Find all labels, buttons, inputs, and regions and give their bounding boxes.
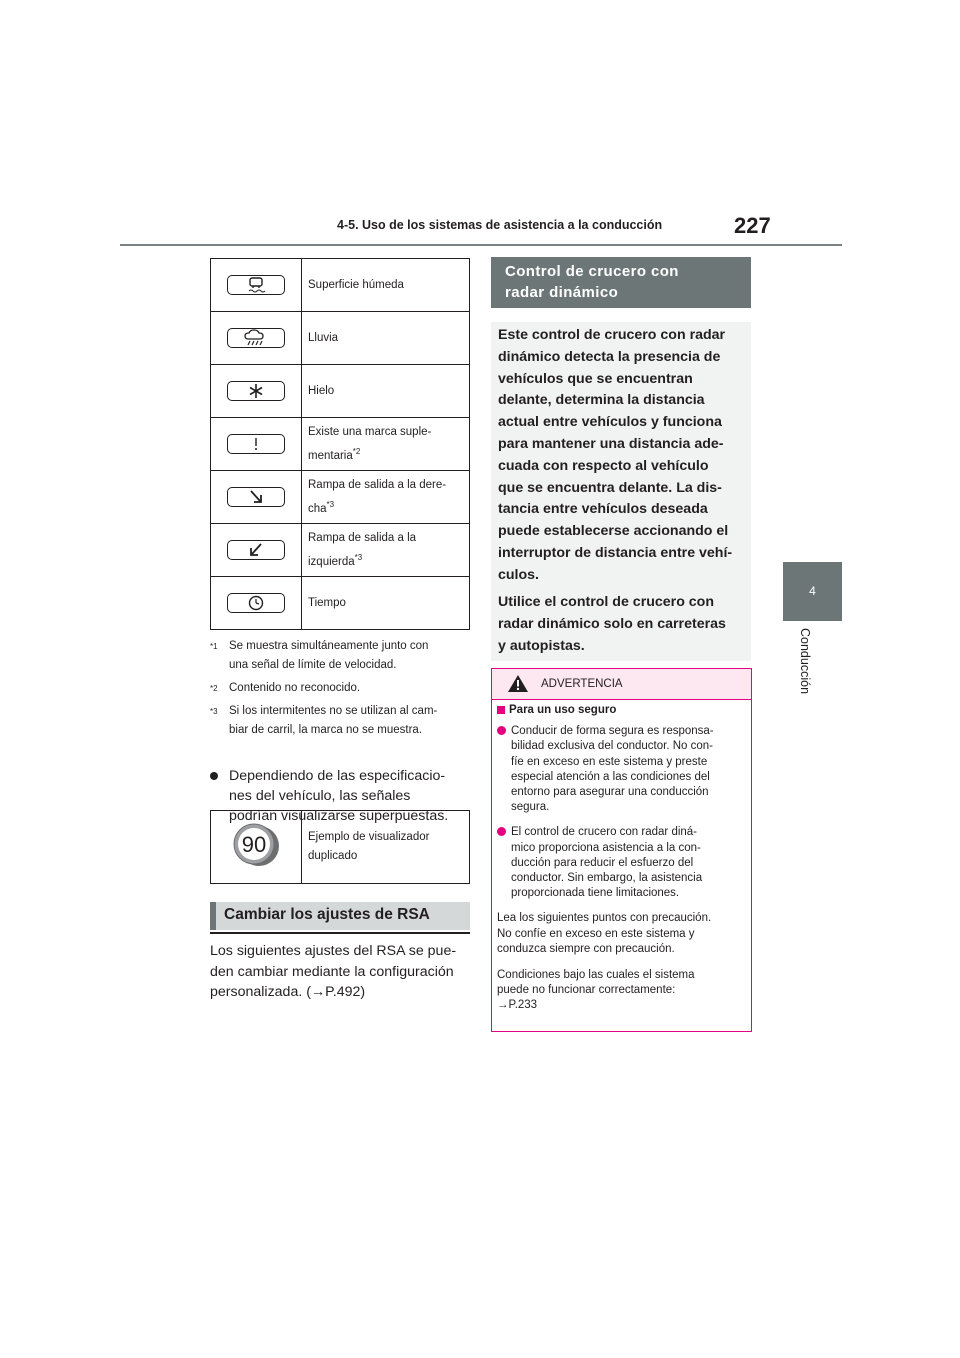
warning-body: [497, 703, 746, 1025]
chapter-tab: 4: [783, 562, 842, 621]
warning-box: [491, 668, 752, 1032]
table-row: [211, 312, 470, 365]
page-number: 227: [734, 213, 771, 238]
table-cell-label: mentaria: [308, 449, 353, 462]
intro-paragraph: Este control de crucero con radar dinámico detecta la presencia de vehículos que se encuentran delante, determina la distancia actual entre vehículos y funciona para mantener una distancia ade- cuada con respecto al vehículo que se encuentra delante. La dis- tancia entre vehículos deseada puede establecerse accionando el interruptor de distancia entre vehí- culos.: [498, 327, 733, 583]
settings-heading: [210, 902, 470, 930]
warning-title: ADVERTENCIA: [541, 678, 623, 690]
table-cell-label: Ejemplo de visualizador: [308, 831, 430, 843]
warning-item: Conducir de forma segura es responsa- bilidad exclusiva del conductor. No con- fíe en exceso en este sistema y preste especial atención a las condiciones del entorno para asegurar una conducción segura.: [497, 724, 746, 815]
warning-header: [492, 669, 751, 700]
warning-paragraph: Lea los siguientes puntos con precaución. No confíe en exceso en este sistema y conduzca siempre con precaución.: [497, 912, 712, 955]
footnote-text: Se muestra simultáneamente junto con: [229, 640, 429, 652]
heading-underline: [210, 932, 470, 934]
chapter-label: Conducción: [798, 628, 812, 695]
table-row: [211, 577, 470, 630]
footnote: [210, 637, 470, 675]
footnote-text: biar de carril, la marca no se muestra.: [229, 724, 423, 736]
cruise-control-heading: [491, 257, 751, 308]
footnote-text: una señal de límite de velocidad.: [229, 659, 397, 671]
footnote-mark: *1: [210, 642, 218, 651]
footnote-ref: *2: [352, 446, 361, 456]
warning-paragraph: Condiciones bajo las cuales el sistema puede no funcionar correctamente: →P.233: [497, 969, 695, 1012]
page-reference-link[interactable]: →P.233: [497, 999, 538, 1012]
heading-line: radar dinámico: [505, 284, 619, 301]
speed-sign-value: 90: [241, 831, 267, 857]
heading-line: Control de crucero con: [505, 263, 679, 280]
arrow-right-down-icon: [227, 487, 285, 507]
intro-box: [491, 322, 751, 661]
snowflake-icon: [227, 381, 285, 401]
exclamation-icon: [227, 434, 285, 454]
table-cell-label: izquierda: [308, 555, 355, 568]
footnote: [210, 679, 470, 698]
rain-icon: [227, 328, 285, 348]
bullet-dot: [497, 726, 506, 735]
heading-bar: [210, 902, 216, 930]
footnote-text: Si los intermitentes no se utilizan al cam-: [229, 705, 438, 717]
table-row: [211, 524, 470, 577]
wet-road-icon: [227, 275, 285, 295]
intro-paragraph: Utilice el control de crucero con radar dinámico solo en carreteras y autopistas.: [498, 594, 726, 654]
table-cell-label: Rampa de salida a la dere-: [308, 478, 447, 491]
table-cell-label: Superficie húmeda: [302, 259, 470, 312]
footnote-mark: *3: [210, 707, 218, 716]
sign-icon-table: [210, 258, 470, 630]
footnote: [210, 702, 470, 740]
header-divider: [120, 244, 842, 246]
table-row: [211, 418, 470, 471]
footnote-mark: *2: [210, 684, 218, 693]
settings-paragraph: [210, 941, 472, 1003]
paragraph-line: den cambiar mediante la configuración: [210, 963, 454, 980]
table-cell-label: Tiempo: [302, 577, 470, 630]
speed-sign-90-icon: [228, 821, 284, 869]
table-cell-label: Rampa de salida a la: [308, 531, 417, 544]
warning-triangle-icon: [507, 674, 529, 693]
bullet-text: podrían visualizarse superpuestas.: [229, 808, 449, 824]
table-row: [211, 811, 470, 884]
bullet-text: Dependiendo de las especificacio-: [229, 768, 446, 784]
warning-subhead: Para un uso seguro: [497, 703, 746, 718]
table-cell-label: cha: [308, 502, 327, 515]
table-cell-label: duplicado: [308, 850, 358, 862]
bullet-dot: [210, 772, 218, 780]
bullet-dot: [497, 827, 506, 836]
footnote-text: Contenido no reconocido.: [229, 682, 361, 694]
duplicate-display-table: [210, 810, 470, 884]
footnote-ref: *3: [354, 552, 363, 562]
settings-heading-text: Cambiar los ajustes de RSA: [224, 906, 430, 923]
clock-icon: [227, 593, 285, 613]
table-cell-label: Hielo: [302, 365, 470, 418]
arrow-left-down-icon: [227, 540, 285, 560]
section-title: 4-5. Uso de los sistemas de asistencia a la conducción: [337, 218, 663, 232]
table-row: [211, 471, 470, 524]
table-cell-label: Existe una marca suple-: [308, 425, 432, 438]
table-row: [211, 259, 470, 312]
bullet-text: nes del vehículo, las señales: [229, 788, 411, 804]
table-cell-label: Lluvia: [302, 312, 470, 365]
paragraph-line: personalizada. (→P.492): [210, 984, 366, 1000]
warning-item: El control de crucero con radar diná- mico proporciona asistencia a la con- ducción para reducir el esfuerzo del conductor. Sin embargo, la asistencia proporcionada tiene limitaciones.: [497, 825, 746, 901]
square-bullet-icon: [497, 706, 505, 714]
table-row: [211, 365, 470, 418]
footnote-ref: *3: [326, 499, 335, 509]
paragraph-line: Los siguientes ajustes del RSA se pue-: [210, 943, 457, 959]
